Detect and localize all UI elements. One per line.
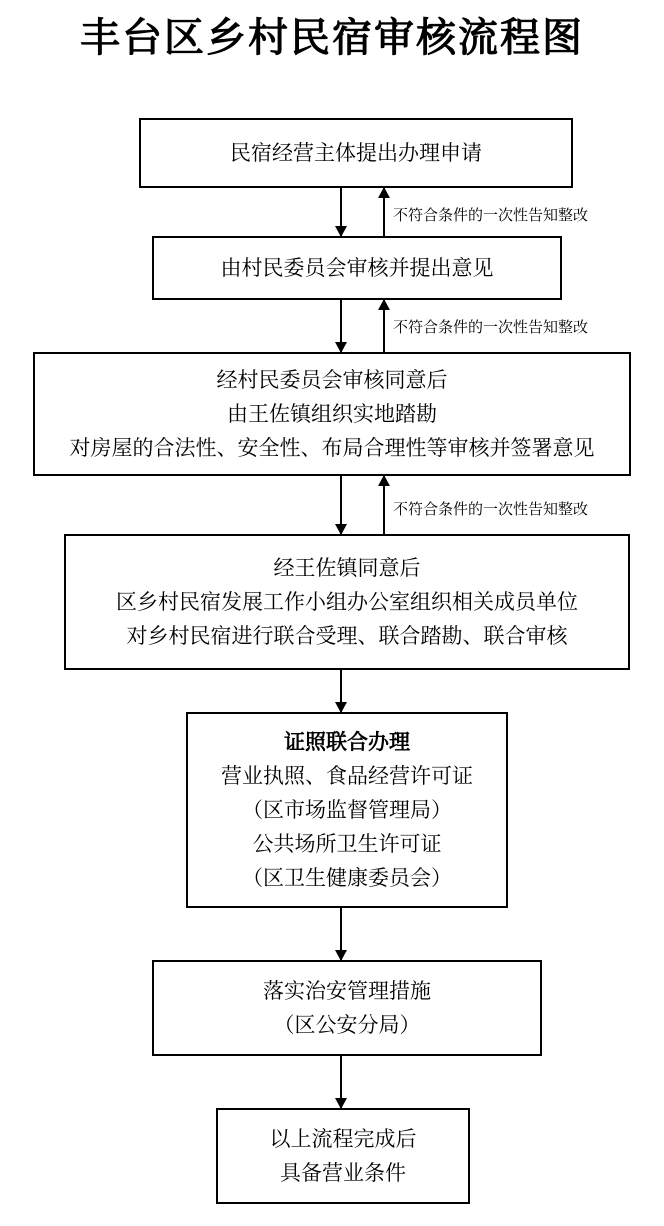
node-license-joint-line-4: 公共场所卫生许可证	[252, 832, 442, 856]
arrow-village-to-survey	[340, 300, 342, 352]
edge-label-3: 不符合条件的一次性告知整改	[393, 500, 589, 518]
node-license-joint-line-1: 证照联合办理	[284, 729, 410, 754]
node-wangzuo-survey-line-2: 由王佐镇组织实地踏勘	[227, 402, 437, 426]
edge-label-1: 不符合条件的一次性告知整改	[393, 206, 589, 224]
page-title: 丰台区乡村民宿审核流程图	[80, 14, 584, 61]
node-village-committee-line-1: 由村民委员会审核并提出意见	[220, 256, 494, 280]
edge-label-2: 不符合条件的一次性告知整改	[393, 318, 589, 336]
node-apply-line-1: 民宿经营主体提出办理申请	[230, 141, 482, 165]
node-public-security	[152, 960, 542, 1056]
node-license-joint-line-5: （区卫生健康委员会）	[242, 866, 452, 890]
node-joint-review-line-2: 区乡村民宿发展工作小组办公室组织相关成员单位	[116, 590, 578, 614]
arrow-feedback-joint-to-survey	[383, 476, 385, 534]
node-wangzuo-survey-line-1: 经村民委员会审核同意后	[216, 368, 448, 392]
node-complete	[216, 1108, 470, 1204]
arrow-joint-to-license	[340, 670, 342, 712]
node-complete-line-1: 以上流程完成后	[269, 1127, 417, 1151]
node-wangzuo-survey-line-3: 对房屋的合法性、安全性、布局合理性等审核并签署意见	[69, 436, 595, 460]
node-complete-line-2: 具备营业条件	[280, 1161, 406, 1185]
arrow-survey-to-joint	[340, 476, 342, 534]
arrow-feedback-village-to-apply	[383, 188, 385, 236]
node-license-joint-line-2: 营业执照、食品经营许可证	[221, 764, 473, 788]
node-public-security-line-2: （区公安分局）	[273, 1013, 421, 1037]
node-joint-review	[64, 534, 630, 670]
node-license-joint-line-3: （区市场监督管理局）	[242, 798, 452, 822]
arrow-apply-to-village	[340, 188, 342, 236]
arrow-security-to-complete	[340, 1056, 342, 1108]
node-joint-review-line-1: 经王佐镇同意后	[273, 556, 421, 580]
arrow-feedback-survey-to-village	[383, 300, 385, 352]
node-village-committee	[152, 236, 562, 300]
node-public-security-line-1: 落实治安管理措施	[263, 979, 431, 1003]
node-wangzuo-survey	[33, 352, 631, 476]
node-license-joint	[186, 712, 508, 908]
arrow-license-to-security	[340, 908, 342, 960]
node-apply	[139, 118, 573, 188]
node-joint-review-line-3: 对乡村民宿进行联合受理、联合踏勘、联合审核	[126, 624, 568, 648]
